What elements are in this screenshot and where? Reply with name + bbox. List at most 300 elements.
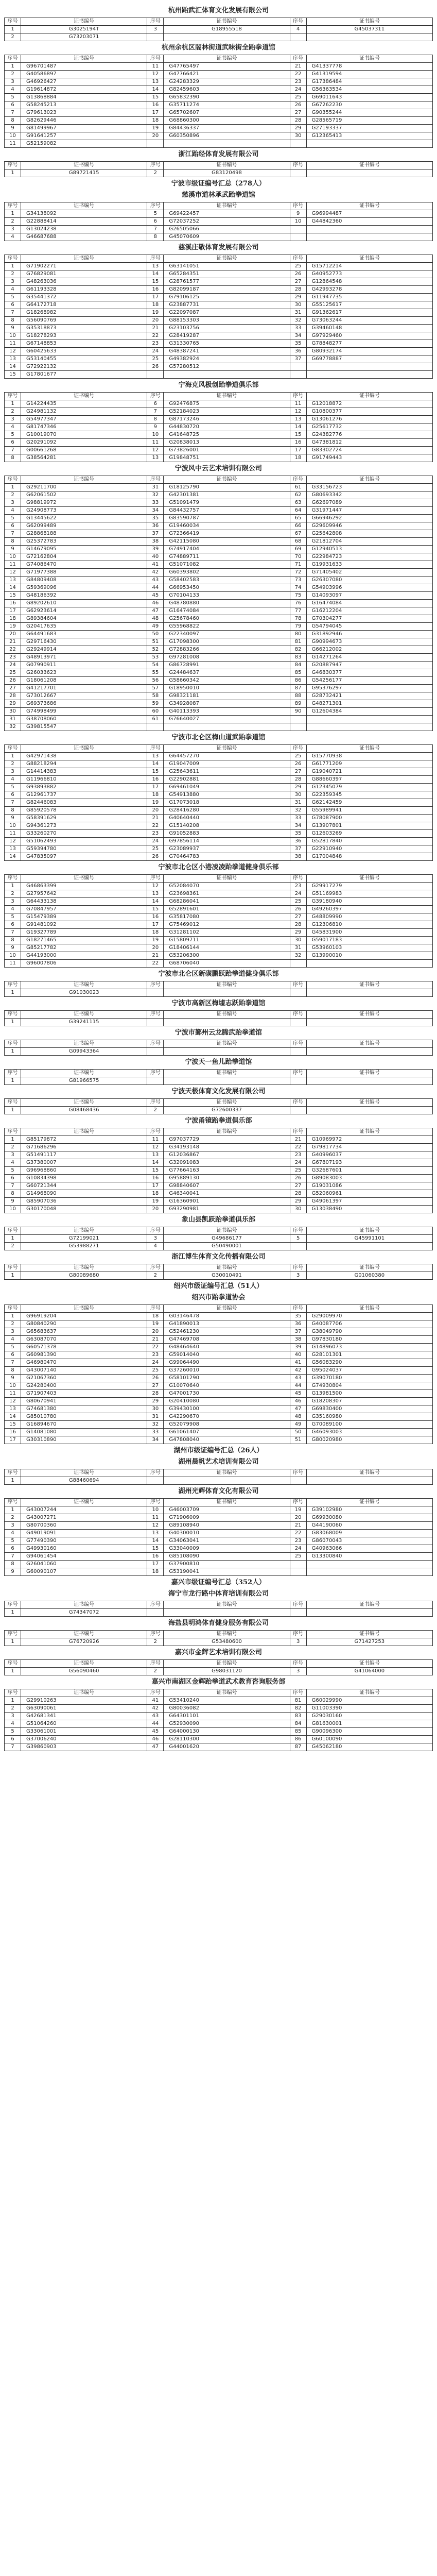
certificate-code: G09943364 bbox=[21, 1048, 147, 1056]
row-number: 28 bbox=[290, 1190, 306, 1198]
row-number: 25 bbox=[147, 1367, 164, 1375]
certificate-code: G10969972 bbox=[306, 1136, 432, 1144]
col-header-num: 序号 bbox=[5, 255, 21, 263]
table-header-row bbox=[5, 875, 433, 883]
certificate-code: G48913971 bbox=[21, 654, 147, 662]
row-number: 57 bbox=[147, 685, 164, 692]
certificate-code: G13024238 bbox=[21, 226, 147, 233]
row-number: 21 bbox=[290, 1522, 306, 1530]
row-number: 12 bbox=[5, 1398, 21, 1405]
table-row bbox=[5, 708, 433, 716]
col-header-num: 序号 bbox=[147, 1128, 164, 1136]
col-header-code: 证书编号 bbox=[164, 875, 290, 883]
certificate-table bbox=[4, 1010, 433, 1026]
row-number: 34 bbox=[147, 507, 164, 515]
section-title: 绍兴市级证编号汇总（51人） bbox=[173, 1282, 264, 1290]
col-header-code: 证书编号 bbox=[306, 1011, 432, 1019]
certificate-code: G47766421 bbox=[164, 71, 290, 78]
table-row bbox=[5, 1405, 433, 1413]
certificate-code: G29249914 bbox=[21, 646, 147, 654]
certificate-code: G96701487 bbox=[21, 63, 147, 71]
row-number: 3 bbox=[5, 898, 21, 906]
row-number: 28 bbox=[5, 692, 21, 700]
row-number: 14 bbox=[147, 1537, 164, 1545]
certificate-code: G17801677 bbox=[21, 371, 147, 379]
col-header-code: 证书编号 bbox=[306, 981, 432, 989]
certificate-code: G35711274 bbox=[164, 101, 290, 109]
row-number: 4 bbox=[5, 1336, 21, 1344]
certificate-code: G00661268 bbox=[21, 447, 147, 454]
row-number: 31 bbox=[290, 799, 306, 807]
certificate-code: G25678460 bbox=[164, 615, 290, 623]
row-number: 11 bbox=[147, 439, 164, 447]
certificate-code: G91641257 bbox=[21, 132, 147, 140]
certificate-code: G30010491 bbox=[164, 1272, 290, 1280]
table-row bbox=[5, 615, 433, 623]
row-number: 30 bbox=[290, 791, 306, 799]
certificate-code: G65683637 bbox=[21, 1328, 147, 1336]
row-number: 17 bbox=[147, 109, 164, 117]
certificate-code: G15712214 bbox=[306, 263, 432, 270]
row-number: 6 bbox=[5, 1175, 21, 1182]
row-number: 11 bbox=[147, 63, 164, 71]
row-number: 1 bbox=[5, 1077, 21, 1085]
certificate-code: G45062180 bbox=[306, 1743, 432, 1751]
row-number: 14 bbox=[147, 270, 164, 278]
row-number bbox=[290, 989, 306, 997]
table-header-row bbox=[5, 1469, 433, 1477]
row-number: 68 bbox=[290, 538, 306, 546]
certificate-code: G76720926 bbox=[21, 1638, 147, 1646]
row-number: 12 bbox=[290, 408, 306, 416]
certificate-code: G69830400 bbox=[306, 1405, 432, 1413]
col-header-code: 证书编号 bbox=[164, 1040, 290, 1048]
table-row bbox=[5, 170, 433, 177]
certificate-code: G81499967 bbox=[21, 125, 147, 132]
certificate-table bbox=[4, 18, 433, 41]
col-header-num: 序号 bbox=[5, 1631, 21, 1638]
certificate-code: G52084070 bbox=[164, 883, 290, 890]
certificate-code: G68706040 bbox=[164, 960, 290, 968]
certificate-code: G38049790 bbox=[306, 1328, 432, 1336]
certificate-code: G84809408 bbox=[21, 577, 147, 584]
row-number: 36 bbox=[290, 348, 306, 355]
certificate-code: G51064260 bbox=[21, 1720, 147, 1728]
row-number: 26 bbox=[290, 906, 306, 913]
certificate-code: G71902271 bbox=[21, 263, 147, 270]
certificate-code: G55989941 bbox=[306, 807, 432, 815]
table-row bbox=[5, 416, 433, 423]
certificate-code: G18278293 bbox=[21, 332, 147, 340]
row-number: 8 bbox=[5, 937, 21, 944]
col-header-code: 证书编号 bbox=[306, 202, 432, 210]
row-number: 12 bbox=[147, 883, 164, 890]
table-row bbox=[5, 1553, 433, 1561]
certificate-code bbox=[164, 1609, 290, 1617]
certificate-code: G41890013 bbox=[164, 1320, 290, 1328]
org-section bbox=[4, 863, 433, 968]
col-header-code: 证书编号 bbox=[21, 1128, 147, 1136]
row-number: 32 bbox=[290, 807, 306, 815]
certificate-code: G76829081 bbox=[21, 270, 147, 278]
certificate-code bbox=[164, 989, 290, 997]
certificate-code: G47381812 bbox=[306, 439, 432, 447]
row-number: 7 bbox=[147, 226, 164, 233]
certificate-code bbox=[306, 989, 432, 997]
org-section bbox=[4, 1087, 433, 1114]
certificate-code: G15770938 bbox=[306, 753, 432, 760]
row-number: 42 bbox=[147, 569, 164, 577]
section-title: 宁波甬镜跆拳道俱乐部 bbox=[185, 1117, 252, 1125]
row-number: 16 bbox=[147, 286, 164, 294]
row-number: 25 bbox=[147, 355, 164, 363]
certificate-code: G45070609 bbox=[164, 233, 290, 241]
certificate-code: G47001730 bbox=[164, 1390, 290, 1398]
table-row bbox=[5, 654, 433, 662]
table-row bbox=[5, 1477, 433, 1485]
section-title: 宁海克风极创跆拳道俱乐部 bbox=[178, 381, 259, 389]
certificate-code: G71427253 bbox=[306, 1638, 432, 1646]
certificate-table bbox=[4, 55, 433, 148]
row-number: 11 bbox=[147, 1514, 164, 1522]
table-row bbox=[5, 776, 433, 784]
row-number: 10 bbox=[147, 431, 164, 439]
certificate-code: G31892946 bbox=[306, 631, 432, 638]
row-number: 4 bbox=[5, 286, 21, 294]
row-number: 4 bbox=[147, 1243, 164, 1250]
certificate-code: G56090460 bbox=[21, 1668, 147, 1675]
row-number: 30 bbox=[147, 1405, 164, 1413]
col-header-num: 序号 bbox=[147, 1660, 164, 1668]
row-number: 4 bbox=[5, 507, 21, 515]
table-header-row bbox=[5, 1264, 433, 1272]
row-number: 19 bbox=[147, 1198, 164, 1206]
row-number: 3 bbox=[5, 1713, 21, 1720]
col-header-num: 序号 bbox=[290, 1631, 306, 1638]
row-number: 4 bbox=[5, 906, 21, 913]
row-number: 11 bbox=[5, 1390, 21, 1398]
table-row bbox=[5, 1144, 433, 1151]
table-row bbox=[5, 631, 433, 638]
row-number: 28 bbox=[290, 776, 306, 784]
table-header-row bbox=[5, 1305, 433, 1313]
section-title: 湖州光辉体育文化有限公司 bbox=[178, 1487, 259, 1495]
certificate-code: G76640027 bbox=[164, 716, 290, 723]
certificate-code: G29917279 bbox=[306, 883, 432, 890]
row-number: 34 bbox=[290, 332, 306, 340]
certificate-code: G80020980 bbox=[306, 1436, 432, 1444]
table-row bbox=[5, 838, 433, 845]
row-number: 24 bbox=[147, 838, 164, 845]
certificate-code: G49019091 bbox=[21, 1530, 147, 1537]
certificate-code: G20838013 bbox=[164, 439, 290, 447]
row-number: 30 bbox=[290, 132, 306, 140]
certificate-code: G23089937 bbox=[164, 845, 290, 853]
certificate-code: G19327789 bbox=[21, 929, 147, 937]
certificate-code: G65702607 bbox=[164, 109, 290, 117]
col-header-num: 序号 bbox=[5, 1070, 21, 1077]
row-number: 32 bbox=[290, 952, 306, 960]
col-header-code: 证书编号 bbox=[306, 1070, 432, 1077]
row-number: 18 bbox=[147, 791, 164, 799]
certificate-code: G45991101 bbox=[306, 1235, 432, 1243]
table-row bbox=[5, 218, 433, 226]
row-number: 48 bbox=[290, 1413, 306, 1421]
certificate-code: G46863399 bbox=[21, 883, 147, 890]
row-number: 37 bbox=[290, 1328, 306, 1336]
col-header-num: 序号 bbox=[290, 745, 306, 753]
col-header-num: 序号 bbox=[5, 1040, 21, 1048]
row-number: 23 bbox=[147, 340, 164, 348]
certificate-code: G41064000 bbox=[306, 1668, 432, 1675]
col-header-code: 证书编号 bbox=[306, 1128, 432, 1136]
row-number: 90 bbox=[290, 708, 306, 716]
row-number: 1 bbox=[5, 263, 21, 270]
certificate-code bbox=[306, 371, 432, 379]
certificate-code: G96007806 bbox=[21, 960, 147, 968]
row-number: 29 bbox=[290, 1198, 306, 1206]
table-row bbox=[5, 522, 433, 530]
row-number: 3 bbox=[5, 416, 21, 423]
row-number: 7 bbox=[5, 1553, 21, 1561]
row-number: 51 bbox=[290, 1436, 306, 1444]
certificate-code: G24484637 bbox=[164, 669, 290, 677]
certificate-code: G27193337 bbox=[306, 125, 432, 132]
certificate-code: G80700360 bbox=[21, 1522, 147, 1530]
table-row bbox=[5, 1537, 433, 1545]
row-number: 37 bbox=[290, 845, 306, 853]
col-header-code: 证书编号 bbox=[164, 255, 290, 263]
certificate-code: G89384604 bbox=[21, 615, 147, 623]
certificate-code: G37006240 bbox=[21, 1736, 147, 1743]
certificate-code: G64301101 bbox=[164, 1713, 290, 1720]
row-number bbox=[290, 716, 306, 723]
row-number: 1 bbox=[5, 1697, 21, 1705]
row-number: 5 bbox=[5, 1344, 21, 1351]
col-header-code: 证书编号 bbox=[164, 162, 290, 170]
row-number: 9 bbox=[5, 546, 21, 553]
certificate-code: G71405402 bbox=[306, 569, 432, 577]
row-number: 8 bbox=[147, 233, 164, 241]
certificate-table bbox=[4, 1304, 433, 1444]
row-number: 23 bbox=[147, 1351, 164, 1359]
row-number: 20 bbox=[147, 317, 164, 325]
row-number: 73 bbox=[290, 577, 306, 584]
table-row bbox=[5, 301, 433, 309]
row-number: 10 bbox=[5, 952, 21, 960]
row-number: 9 bbox=[5, 944, 21, 952]
certificate-code: G12961737 bbox=[21, 791, 147, 799]
row-number: 26 bbox=[147, 363, 164, 371]
col-header-num: 序号 bbox=[290, 1128, 306, 1136]
row-number: 14 bbox=[147, 760, 164, 768]
row-number: 8 bbox=[5, 117, 21, 125]
certificate-code: G32687601 bbox=[306, 1167, 432, 1175]
certificate-code bbox=[306, 1077, 432, 1085]
row-number: 40 bbox=[290, 1351, 306, 1359]
certificate-code bbox=[164, 723, 290, 731]
row-number: 39 bbox=[290, 1344, 306, 1351]
row-number bbox=[147, 1019, 164, 1026]
table-row bbox=[5, 1609, 433, 1617]
row-number: 15 bbox=[147, 1167, 164, 1175]
row-number: 5 bbox=[5, 913, 21, 921]
table-row bbox=[5, 1367, 433, 1375]
row-number: 31 bbox=[147, 484, 164, 492]
certificate-code: G53988271 bbox=[21, 1243, 147, 1250]
table-row bbox=[5, 944, 433, 952]
table-row bbox=[5, 371, 433, 379]
row-number: 2 bbox=[147, 1668, 164, 1675]
certificate-code bbox=[306, 1561, 432, 1568]
row-number: 1 bbox=[5, 1107, 21, 1114]
certificate-code: G47765497 bbox=[164, 63, 290, 71]
table-row bbox=[5, 454, 433, 462]
row-number: 7 bbox=[5, 109, 21, 117]
section-title: 浙江跆经体育发展有限公司 bbox=[178, 150, 259, 158]
col-header-num: 序号 bbox=[5, 393, 21, 400]
table-row bbox=[5, 1568, 433, 1576]
row-number: 74 bbox=[290, 584, 306, 592]
col-header-num: 序号 bbox=[5, 55, 21, 63]
col-header-num: 序号 bbox=[290, 1499, 306, 1506]
row-number: 60 bbox=[147, 708, 164, 716]
table-row bbox=[5, 1382, 433, 1390]
row-number: 8 bbox=[5, 1190, 21, 1198]
certificate-code: G38564281 bbox=[21, 454, 147, 462]
row-number: 18 bbox=[290, 454, 306, 462]
row-number: 61 bbox=[290, 484, 306, 492]
certificate-code: G82459603 bbox=[164, 86, 290, 94]
table-row bbox=[5, 929, 433, 937]
org-section bbox=[4, 1619, 433, 1646]
table-row bbox=[5, 669, 433, 677]
row-number: 12 bbox=[5, 348, 21, 355]
section-title: 嘉兴市级证编号汇总（352人） bbox=[171, 1579, 266, 1586]
table-row bbox=[5, 1522, 433, 1530]
row-number: 27 bbox=[5, 685, 21, 692]
table-row bbox=[5, 553, 433, 561]
certificate-code: G53206300 bbox=[164, 952, 290, 960]
col-header-num: 序号 bbox=[147, 875, 164, 883]
certificate-code: G42971438 bbox=[21, 753, 147, 760]
row-number: 25 bbox=[147, 845, 164, 853]
certificate-code: G15479389 bbox=[21, 913, 147, 921]
col-header-code: 证书编号 bbox=[306, 1227, 432, 1235]
col-header-code: 证书编号 bbox=[164, 55, 290, 63]
row-number: 35 bbox=[290, 830, 306, 838]
certificate-code: G94361273 bbox=[21, 822, 147, 830]
row-number: 3 bbox=[5, 768, 21, 776]
org-section bbox=[4, 1677, 433, 1751]
certificate-code: G40300010 bbox=[164, 1530, 290, 1537]
certificate-code: G34193148 bbox=[164, 1144, 290, 1151]
col-header-num: 序号 bbox=[147, 1099, 164, 1107]
col-header-num: 序号 bbox=[290, 1689, 306, 1697]
row-number: 65 bbox=[290, 515, 306, 522]
row-number: 17 bbox=[5, 1436, 21, 1444]
col-header-num: 序号 bbox=[147, 1631, 164, 1638]
certificate-code: G15140208 bbox=[164, 822, 290, 830]
certificate-code: G21067360 bbox=[21, 1375, 147, 1382]
table-row bbox=[5, 1413, 433, 1421]
row-number: 1 bbox=[5, 1136, 21, 1144]
row-number: 18 bbox=[5, 615, 21, 623]
section-title: 宁波市鄞州云龙腾武跆拳道馆 bbox=[174, 1029, 262, 1037]
certificate-code: G28761577 bbox=[164, 278, 290, 286]
certificate-code: G31330765 bbox=[164, 340, 290, 348]
certificate-code: G44190060 bbox=[306, 1522, 432, 1530]
certificate-code: G12036867 bbox=[164, 1151, 290, 1159]
row-number: 15 bbox=[147, 906, 164, 913]
row-number: 27 bbox=[290, 109, 306, 117]
certificate-code: G17386484 bbox=[306, 78, 432, 86]
section-title: 宁波天极体育文化发展有限公司 bbox=[171, 1088, 266, 1095]
row-number bbox=[290, 233, 306, 241]
row-number: 14 bbox=[147, 86, 164, 94]
row-number: 77 bbox=[290, 607, 306, 615]
certificate-code: G37380007 bbox=[21, 1159, 147, 1167]
table-row bbox=[5, 1429, 433, 1436]
row-number: 41 bbox=[147, 561, 164, 569]
certificate-code: G18271465 bbox=[21, 937, 147, 944]
certificate-code: G82099187 bbox=[164, 286, 290, 294]
certificate-code: G80670941 bbox=[21, 1398, 147, 1405]
row-number: 2 bbox=[5, 1514, 21, 1522]
row-number: 15 bbox=[147, 94, 164, 101]
row-number: 15 bbox=[5, 592, 21, 600]
row-number: 21 bbox=[147, 815, 164, 822]
col-header-code: 证书编号 bbox=[306, 255, 432, 263]
row-number: 26 bbox=[5, 677, 21, 685]
row-number: 25 bbox=[290, 1167, 306, 1175]
row-number: 47 bbox=[147, 1743, 164, 1751]
certificate-code: G61771209 bbox=[306, 760, 432, 768]
row-number: 1 bbox=[5, 1638, 21, 1646]
certificate-code: G28416280 bbox=[164, 807, 290, 815]
col-header-code: 证书编号 bbox=[21, 1689, 147, 1697]
org-section bbox=[4, 179, 433, 241]
row-number: 22 bbox=[290, 1530, 306, 1537]
org-section bbox=[4, 1252, 433, 1280]
row-number: 27 bbox=[290, 768, 306, 776]
col-header-num: 序号 bbox=[290, 1469, 306, 1477]
row-number: 48 bbox=[147, 615, 164, 623]
col-header-num: 序号 bbox=[290, 255, 306, 263]
row-number: 49 bbox=[290, 1421, 306, 1429]
table-row bbox=[5, 1697, 433, 1705]
row-number: 2 bbox=[5, 270, 21, 278]
certificate-code: G20291092 bbox=[21, 439, 147, 447]
table-row bbox=[5, 1206, 433, 1213]
col-header-code: 证书编号 bbox=[21, 18, 147, 26]
certificate-code: G85010780 bbox=[21, 1413, 147, 1421]
certificate-code: G16894670 bbox=[21, 1421, 147, 1429]
certificate-code: G70104133 bbox=[164, 592, 290, 600]
certificate-code: G18955518 bbox=[164, 26, 290, 33]
row-number: 29 bbox=[147, 1398, 164, 1405]
row-number: 22 bbox=[5, 646, 21, 654]
row-number: 4 bbox=[5, 776, 21, 784]
col-header-code: 证书编号 bbox=[21, 1469, 147, 1477]
certificate-code: G24280400 bbox=[21, 1382, 147, 1390]
col-header-code: 证书编号 bbox=[21, 1305, 147, 1313]
table-row bbox=[5, 132, 433, 140]
certificate-code bbox=[306, 1019, 432, 1026]
table-header-row bbox=[5, 1631, 433, 1638]
row-number: 1 bbox=[5, 1477, 21, 1485]
row-number: 21 bbox=[290, 1136, 306, 1144]
